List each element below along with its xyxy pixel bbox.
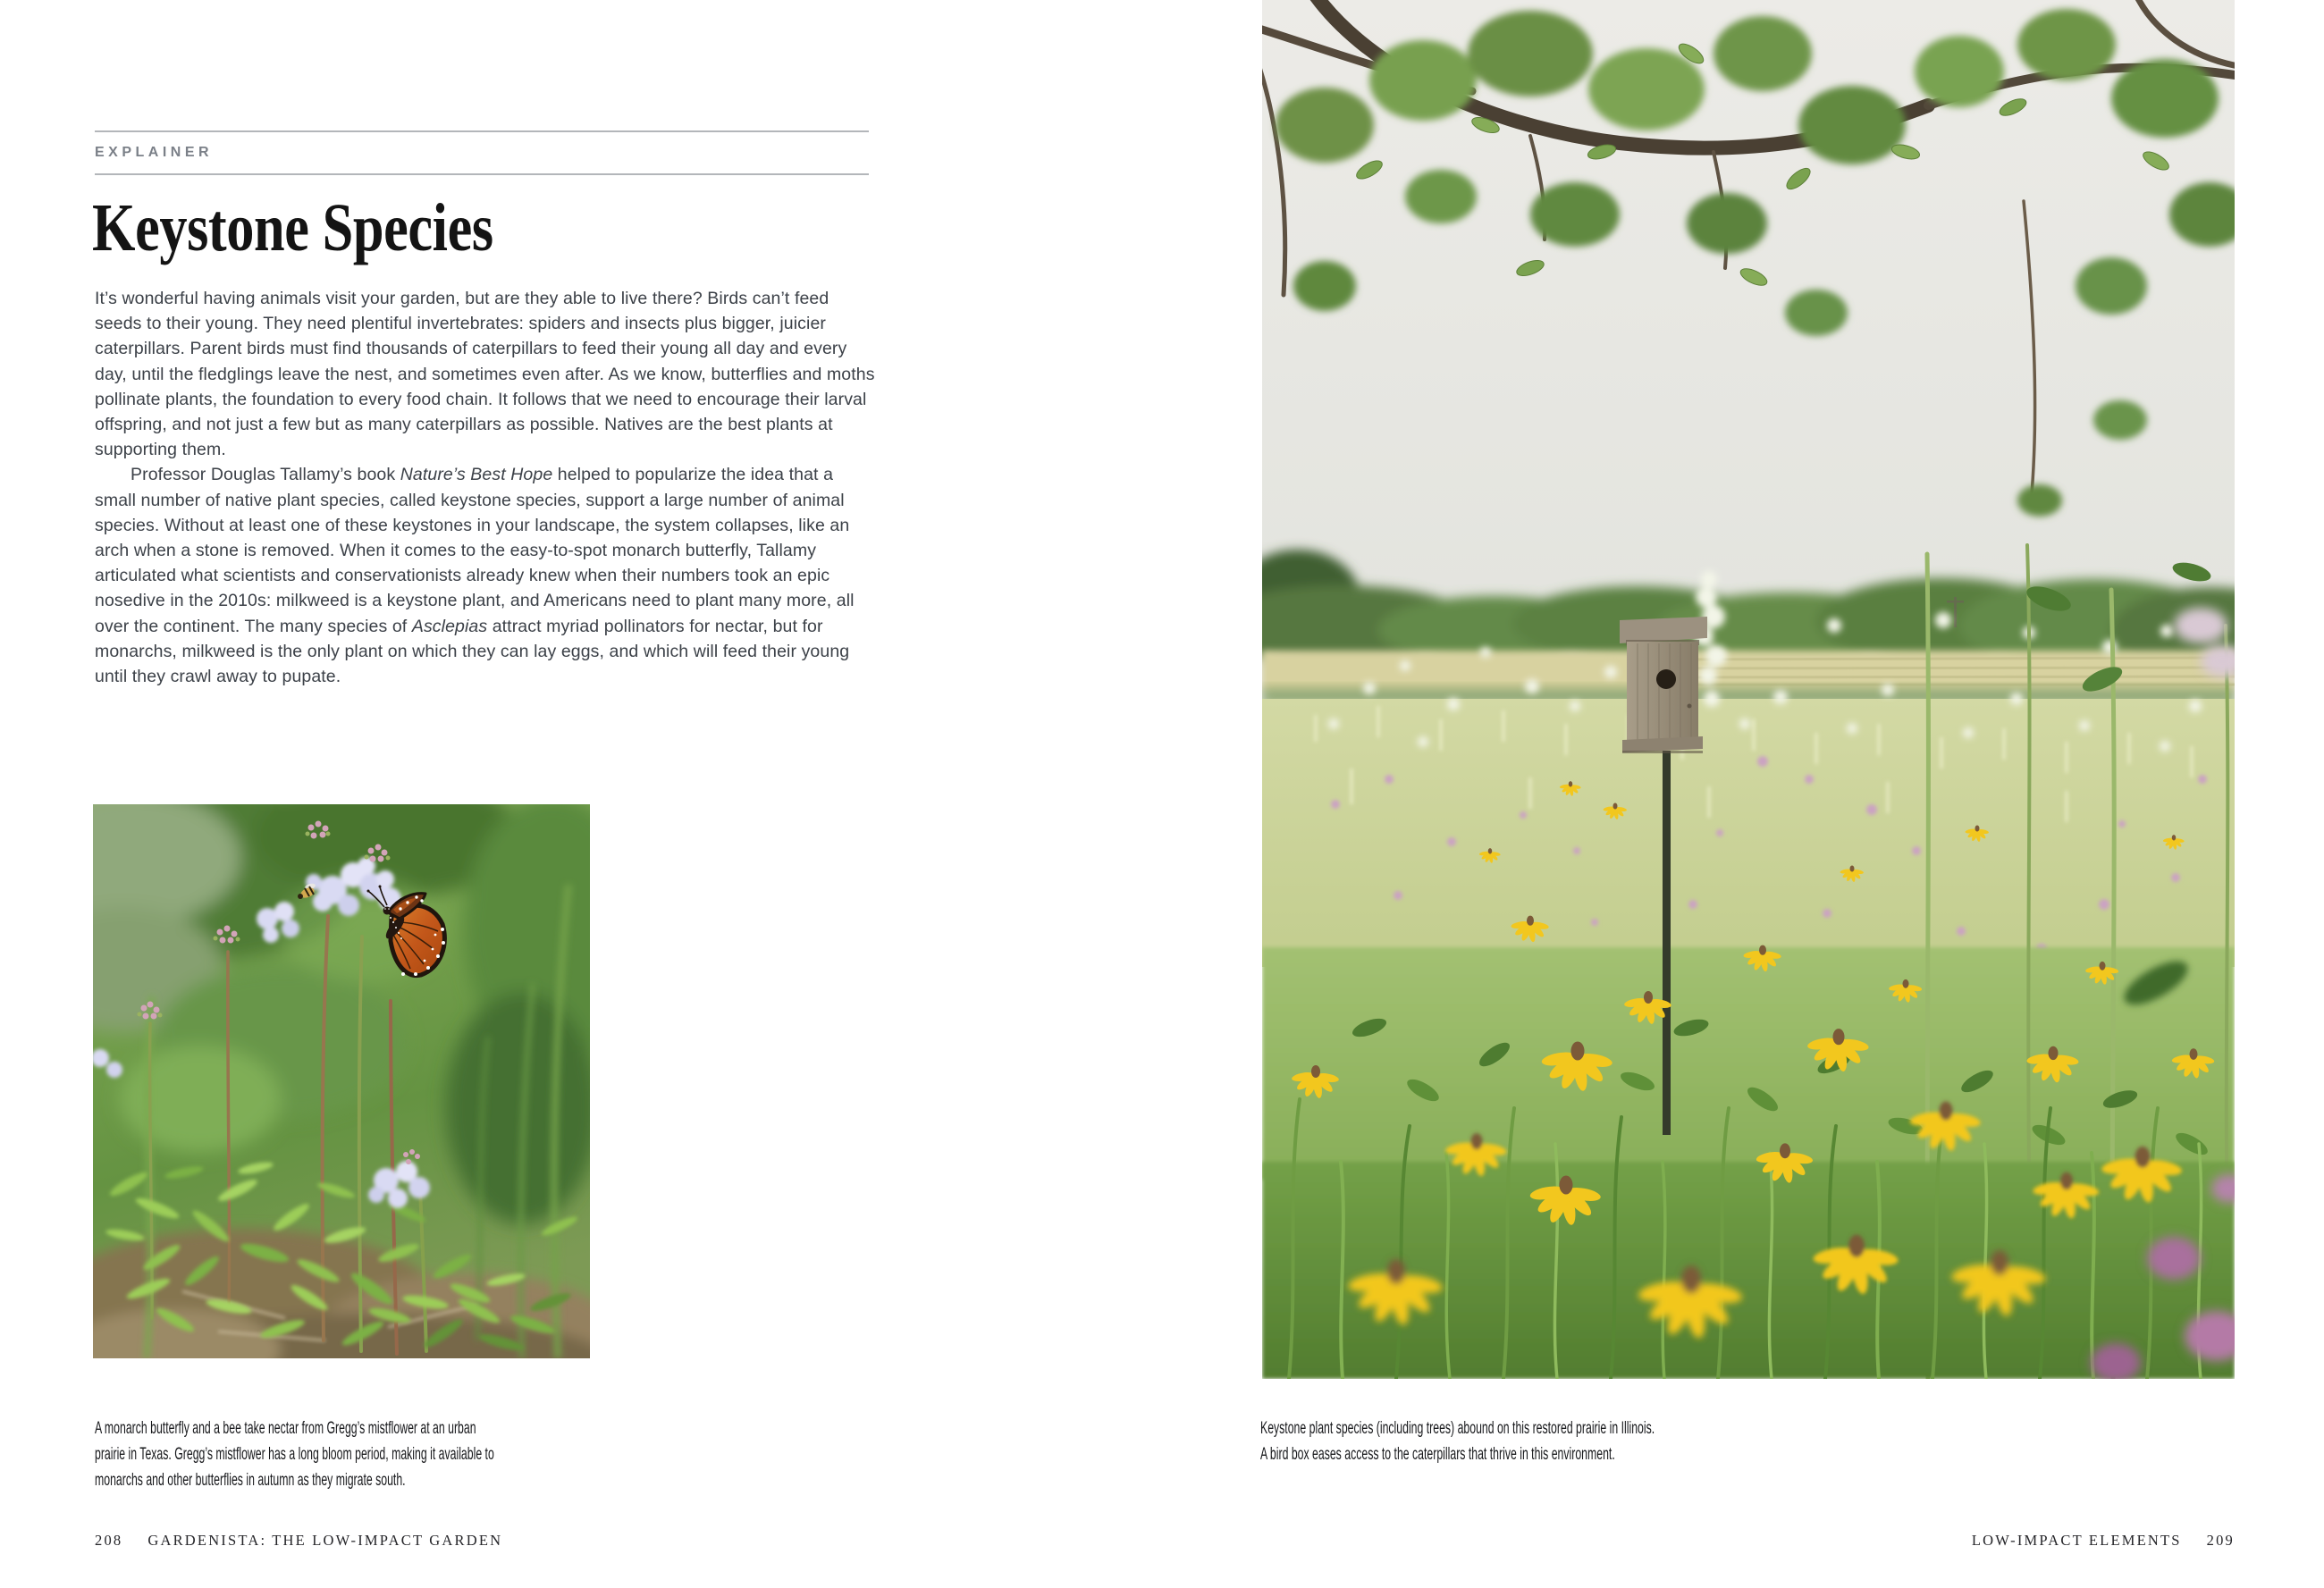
kicker-label: EXPLAINER xyxy=(95,145,214,160)
caption-line: A monarch butterfly and a bee take nectar from Gregg’s mistflower at an urban xyxy=(95,1418,476,1438)
sunlit-meadow xyxy=(1262,699,2235,967)
page-number-left: 208 xyxy=(95,1532,123,1549)
book-title: GARDENISTA: THE LOW-IMPACT GARDEN xyxy=(147,1532,503,1549)
footer-left xyxy=(95,1532,502,1550)
footer-right xyxy=(1972,1532,2235,1550)
caption-line: prairie in Texas. Gregg’s mistflower has a long bloom period, making it available to xyxy=(95,1444,494,1464)
caption-line: Keystone plant species (including trees) abound on this restored prairie in Illinois. xyxy=(1260,1418,1655,1438)
kicker-rule-block xyxy=(95,130,869,175)
paragraph-1: It’s wonderful having animals visit your garden, but are they able to live there? Birds can’t feed seeds to their young. They need plentiful invertebrates: spiders and insects plus bigger, juicier caterpillars. Parent birds must find thousands of caterpillars to feed their young all day and every day, until the fledglings leave the nest, and sometimes even after. As we know, butterflies and moths pollinate plants, the foundation to every food chain. It follows that we need to encourage their larval offspring, and not just a few but as many caterpillars as possible. Natives are the best plants at supporting them. xyxy=(95,289,875,460)
photo-prairie-bird-box xyxy=(1262,0,2235,1379)
paragraph-2: Professor Douglas Tallamy’s book Nature’s Best Hope helped to popularize the idea that a small number of native plant species, called keystone species, support a large number of animal species. Without at least one of these keystones in your landscape, the system collapses, like an arch when a stone is removed. When it comes to the easy-to-spot monarch butterfly, Tallamy articulated what scientists and conservationists already knew when their numbers took an epic nosedive in the 2010s: milkweed is a keystone plant, and Americans need to plant many more, all over the continent. The many species of Asclepias attract myriad pollinators for nectar, but for monarchs, milkweed is the only plant on which they can lay eggs, and which will feed their young until they crawl away to pupate. xyxy=(95,465,855,687)
caption-left xyxy=(95,1416,494,1493)
caption-line: A bird box eases access to the caterpillars that thrive in this environment. xyxy=(1260,1444,1615,1464)
page-number-right: 209 xyxy=(2206,1532,2235,1549)
photo-monarch-on-mistflower xyxy=(93,804,590,1358)
body-copy xyxy=(95,286,876,689)
section-title: LOW-IMPACT ELEMENTS xyxy=(1971,1532,2182,1549)
caption-line: monarchs and other butterflies in autumn as they migrate south. xyxy=(95,1470,406,1490)
caption-right xyxy=(1260,1416,1655,1467)
page-title: Keystone Species xyxy=(92,190,493,265)
